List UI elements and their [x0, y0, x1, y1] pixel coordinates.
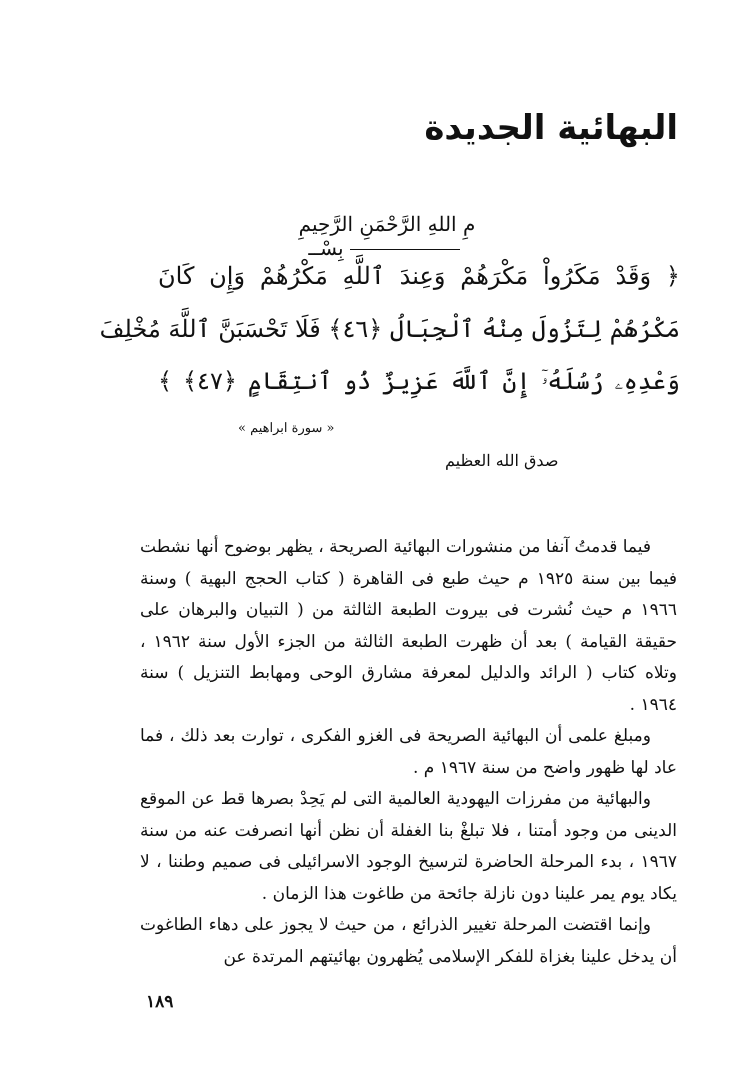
basmala-left: بِسْــ — [308, 236, 344, 260]
paragraph-2: ومبلغ علمى أن البهائية الصريحة فى الغزو الفكرى ، توارت بعد ذلك ، فما عاد لها ظهور واضح من سنة ١٩٦٧ م . — [140, 726, 677, 778]
chapter-title: البهائية الجديدة — [424, 108, 678, 148]
basmala — [252, 212, 522, 260]
verse-line-3: وَعْدِهِۦ رُسُلَهُۥٓ إِنَّ ٱللَّهَ عَزِيزٌ ذُو ٱنتِقَامٍ ﴿٤٧﴾ ﴾ — [158, 367, 680, 395]
paragraph-1: فيما قدمتُ آنفا من منشورات البهائية الصريحة ، يظهر بوضوح أنها نشطت فيما بين سنة ١٩٢٥ م حيث طبع فى القاهرة ( كتاب الحجج البهية ) وسنة ١٩٦٦ م حيث نُشرت فى بيروت الطبعة الثالثة من ( التبيان والبرهان على حقيقة القيامة ) بعد أن ظهرت الطبعة الثالثة من الجزء الأول سنة ١٩٦٢ ، وتلاه كتاب ( الرائد والدليل لمعرفة مشارق الوحى ومهابط التنزيل ) سنة ١٩٦٤ . — [140, 537, 677, 715]
page-number: ١٨٩ — [146, 992, 174, 1012]
body-text — [140, 532, 677, 973]
sadaq-closing: صدق الله العظيم — [445, 451, 559, 470]
basmala-stroke — [350, 249, 460, 250]
paragraph-3: والبهائية من مفرزات اليهودية العالمية التى لم يَحِدْ بصرها قط عن الموقع الدينى من وجود أمتنا ، فلا تبلغْ بنا الغفلة أن نظن أنها انصرفت عنه من سنة ١٩٦٧ ، بدء المرحلة الحاضرة لترسيخ الوجود الاسرائيلى فى صميم وطننا ، لا يكاد يوم يمر علينا دون نازلة جائحة من طاغوت هذا الزمان . — [140, 789, 677, 904]
paragraph-4: وإنما اقتضت المرحلة تغيير الذرائع ، من حيث لا يجوز على دهاء الطاغوت أن يدخل علينا بغزاة للفكر الإسلامى يُظهرون بهائيتهم المرتدة عن — [140, 915, 677, 967]
verse-line-2: مَكْرُهُمْ لِتَزُولَ مِنْهُ ٱلْجِبَالُ ﴿٤٦﴾ فَلَا تَحْسَبَنَّ ٱللَّهَ مُخْلِفَ — [99, 315, 680, 343]
verse-source: « سورة ابراهيم » — [238, 421, 335, 436]
verse-line-1: ﴿ وَقَدْ مَكَرُواْ مَكْرَهُمْ وَعِندَ ٱللَّهِ مَكْرُهُمْ وَإِن كَانَ — [158, 262, 680, 290]
basmala-right: مِ اللهِ الرَّحْمَنِ الرَّحِيمِ — [298, 212, 476, 236]
